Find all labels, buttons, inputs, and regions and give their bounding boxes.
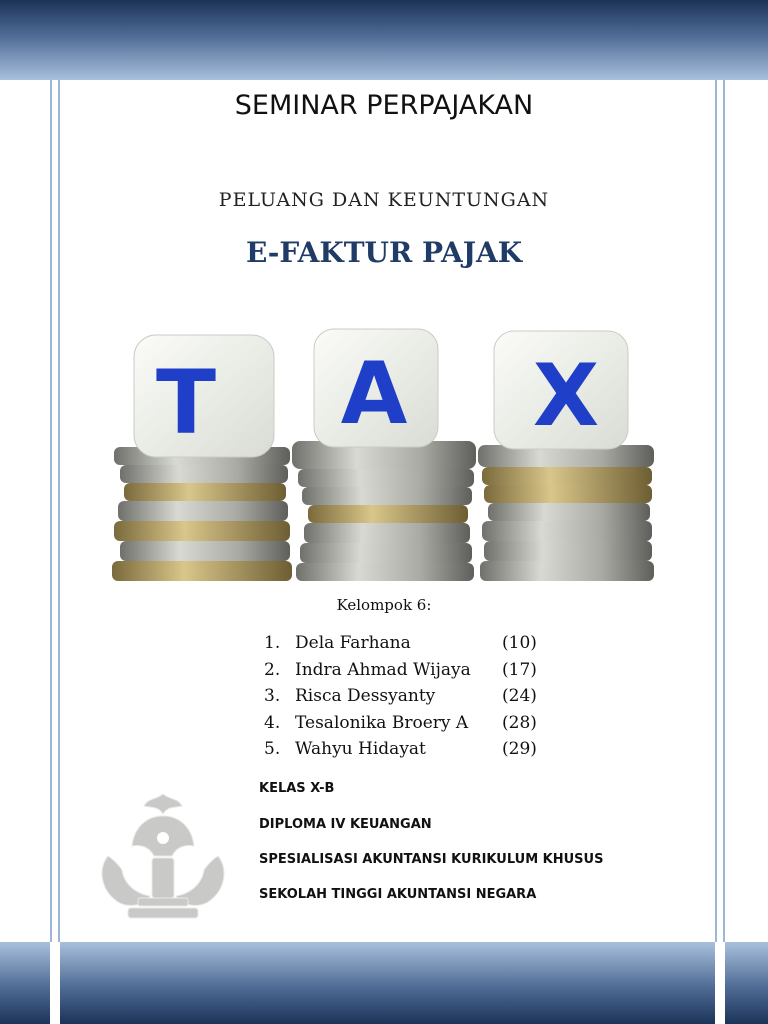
tax-dice-coins-photo [110, 325, 655, 583]
svg-text:X: X [532, 346, 600, 446]
list-item [264, 736, 554, 763]
specialization-label: SPESIALISASI AKUNTANSI KURIKULUM KHUSUS [259, 852, 604, 867]
group-label: Kelompok 6: [336, 596, 432, 614]
member-list [264, 630, 554, 763]
class-label: KELAS X-B [259, 781, 335, 796]
list-item [264, 683, 554, 710]
list-item [264, 710, 554, 737]
document-subtitle: PELUANG DAN KEUNTUNGAN [218, 189, 550, 211]
coin-stack-right [478, 445, 654, 581]
top-decorative-band [0, 0, 768, 80]
member-number: 3. [264, 686, 281, 706]
school-label: SEKOLAH TINGGI AKUNTANSI NEGARA [259, 887, 537, 902]
member-name: Wahyu Hidayat [295, 739, 426, 759]
member-name: Dela Farhana [295, 633, 411, 653]
coin-stack-middle [292, 441, 476, 581]
member-code: (10) [502, 633, 537, 653]
bottom-left-band-gap [50, 942, 60, 1024]
list-item [264, 630, 554, 657]
program-label: DIPLOMA IV KEUANGAN [259, 817, 432, 832]
member-code: (17) [502, 659, 537, 680]
document-main-title: E-FAKTUR PAJAK [245, 236, 523, 269]
svg-text:A: A [340, 344, 408, 444]
coin-stack-left [112, 447, 292, 581]
member-code: (29) [502, 739, 537, 759]
member-number: 2. [264, 659, 281, 680]
member-name: Indra Ahmad Wijaya [295, 659, 471, 680]
member-code: (28) [502, 712, 537, 733]
svg-text:T: T [155, 351, 217, 454]
bottom-right-band-gap [715, 942, 725, 1024]
member-name: Tesalonika Broery A [295, 712, 469, 733]
member-name: Risca Dessyanty [295, 686, 436, 706]
list-item [264, 657, 554, 684]
dice-t [134, 335, 274, 457]
member-number: 4. [264, 712, 281, 733]
bottom-decorative-band [0, 942, 768, 1024]
member-number: 1. [264, 633, 281, 653]
document-title: SEMINAR PERPAJAKAN [234, 90, 534, 121]
dice-a [314, 329, 438, 447]
dice-x [494, 331, 628, 449]
institution-emblem-icon [88, 786, 238, 926]
member-number: 5. [264, 739, 281, 759]
member-code: (24) [502, 686, 537, 706]
